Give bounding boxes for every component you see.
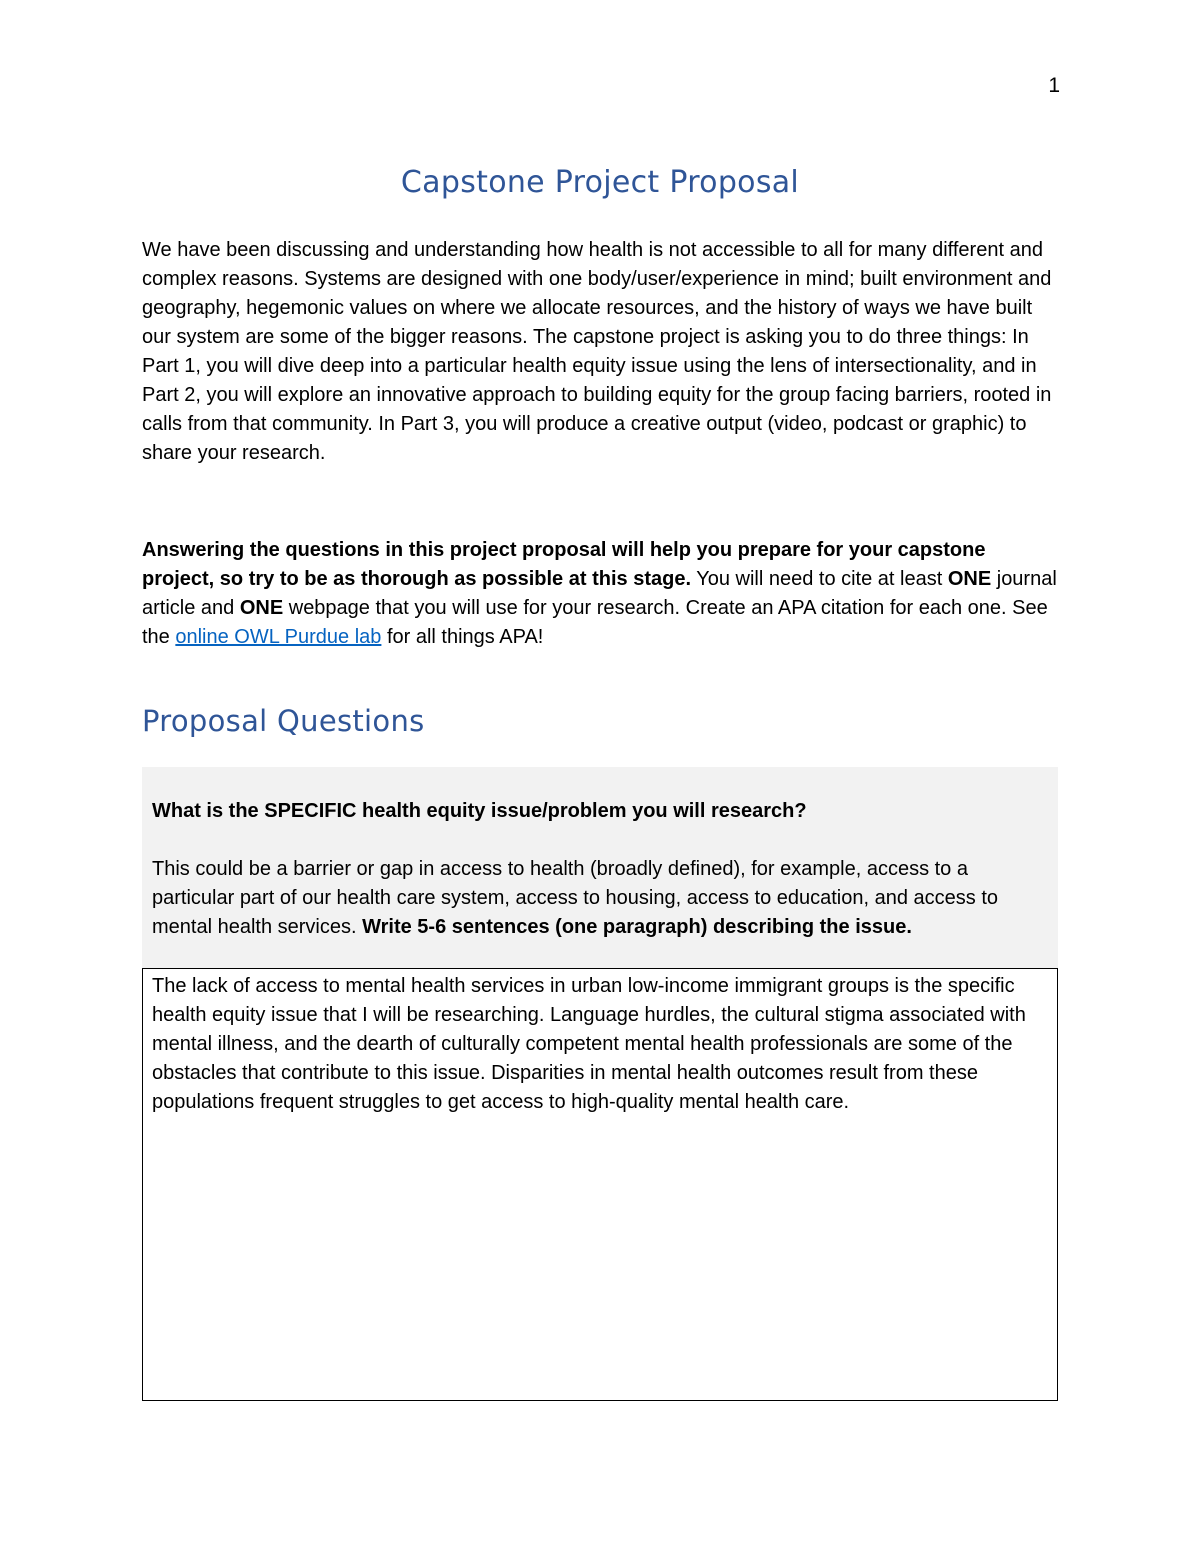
question-block [142,767,1058,968]
answer-text: The lack of access to mental health services in urban low-income immigrant groups is the specific health equity issue that I will be researching. Language hurdles, the cultural stigma associated with mental illness, and the dearth of culturally competent mental health professionals are some of the obstacles that contribute to this issue. Disparities in mental health outcomes result from these populations frequent struggles to get access to high-quality mental health care. [152,975,1026,1113]
prep-bold-one-1: ONE [947,568,992,590]
document-title: Capstone Project Proposal [400,165,800,200]
prep-text-4: for all things APA! [381,626,544,648]
question-instruction: Write 5-6 sentences (one paragraph) describing the issue. [362,916,912,938]
page-number: 1 [1048,74,1060,97]
question-description [152,855,1052,942]
intro-paragraph: We have been discussing and understanding how health is not accessible to all for many different and complex reasons. Systems are designed with one body/user/experience in mind; built environment and geography, hegemonic values on where we allocate resources, and the history of ways we have built our system are some of the bigger reasons. The capstone project is asking you to do three things: In Part 1, you will dive deep into a particular health equity issue using the lens of intersectionality, and in Part 2, you will explore an innovative approach to building equity for the group facing barriers, rooted in calls from that community. In Part 3, you will produce a creative output (video, podcast or graphic) to share your research. [142,239,1052,464]
owl-purdue-link[interactable]: online OWL Purdue lab [175,626,382,648]
question-description-text: This could be a barrier or gap in access to health (broadly defined), for example, access to a particular part of our health care system, access to housing, access to education, and access to mental health services. [152,858,999,938]
question-title: What is the SPECIFIC health equity issue/problem you will research? [152,800,807,822]
section-heading: Proposal Questions [142,704,425,738]
prep-bold-one-2: ONE [239,597,284,619]
prep-paragraph [142,536,1058,652]
prep-text-3: webpage that you will use for your research. Create an APA citation for each one. See the [142,597,1048,648]
prep-bold-lead: Answering the questions in this project proposal will help you prepare for your capstone project, so try to be as thorough as possible at this stage. [142,539,986,590]
prep-text-2: journal article and [142,568,1057,619]
answer-box[interactable] [142,968,1058,1401]
prep-text-1: You will need to cite at least [691,568,948,590]
